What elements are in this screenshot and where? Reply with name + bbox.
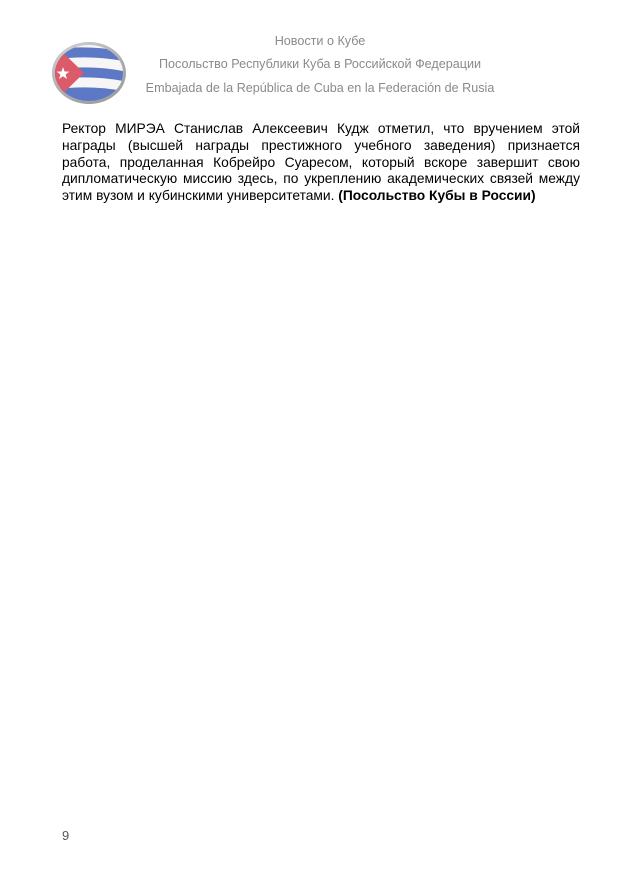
cuban-flag-emblem-icon — [50, 40, 128, 106]
page-number: 9 — [62, 828, 70, 843]
article-source: (Посольство Кубы в России) — [338, 188, 536, 204]
article-paragraph — [62, 121, 580, 205]
header-title: Новости о Кубе — [274, 34, 366, 48]
article-text: Ректор МИРЭА Станислав Алексеевич Кудж отметил, что вручением этой награды (высшей награды престижного учебного заведения) признается работа, проделанная Кобрейро Суаресом, который вскоре завершит свою дипломатическую миссию здесь, по укреплению академических связей между этим вузом и кубинскими университетами. — [62, 121, 580, 204]
header-embassy-es: Embajada de la República de Cuba en la Federación de Rusia — [145, 81, 495, 95]
header-embassy-ru: Посольство Республики Куба в Российской Федерации — [158, 57, 482, 71]
